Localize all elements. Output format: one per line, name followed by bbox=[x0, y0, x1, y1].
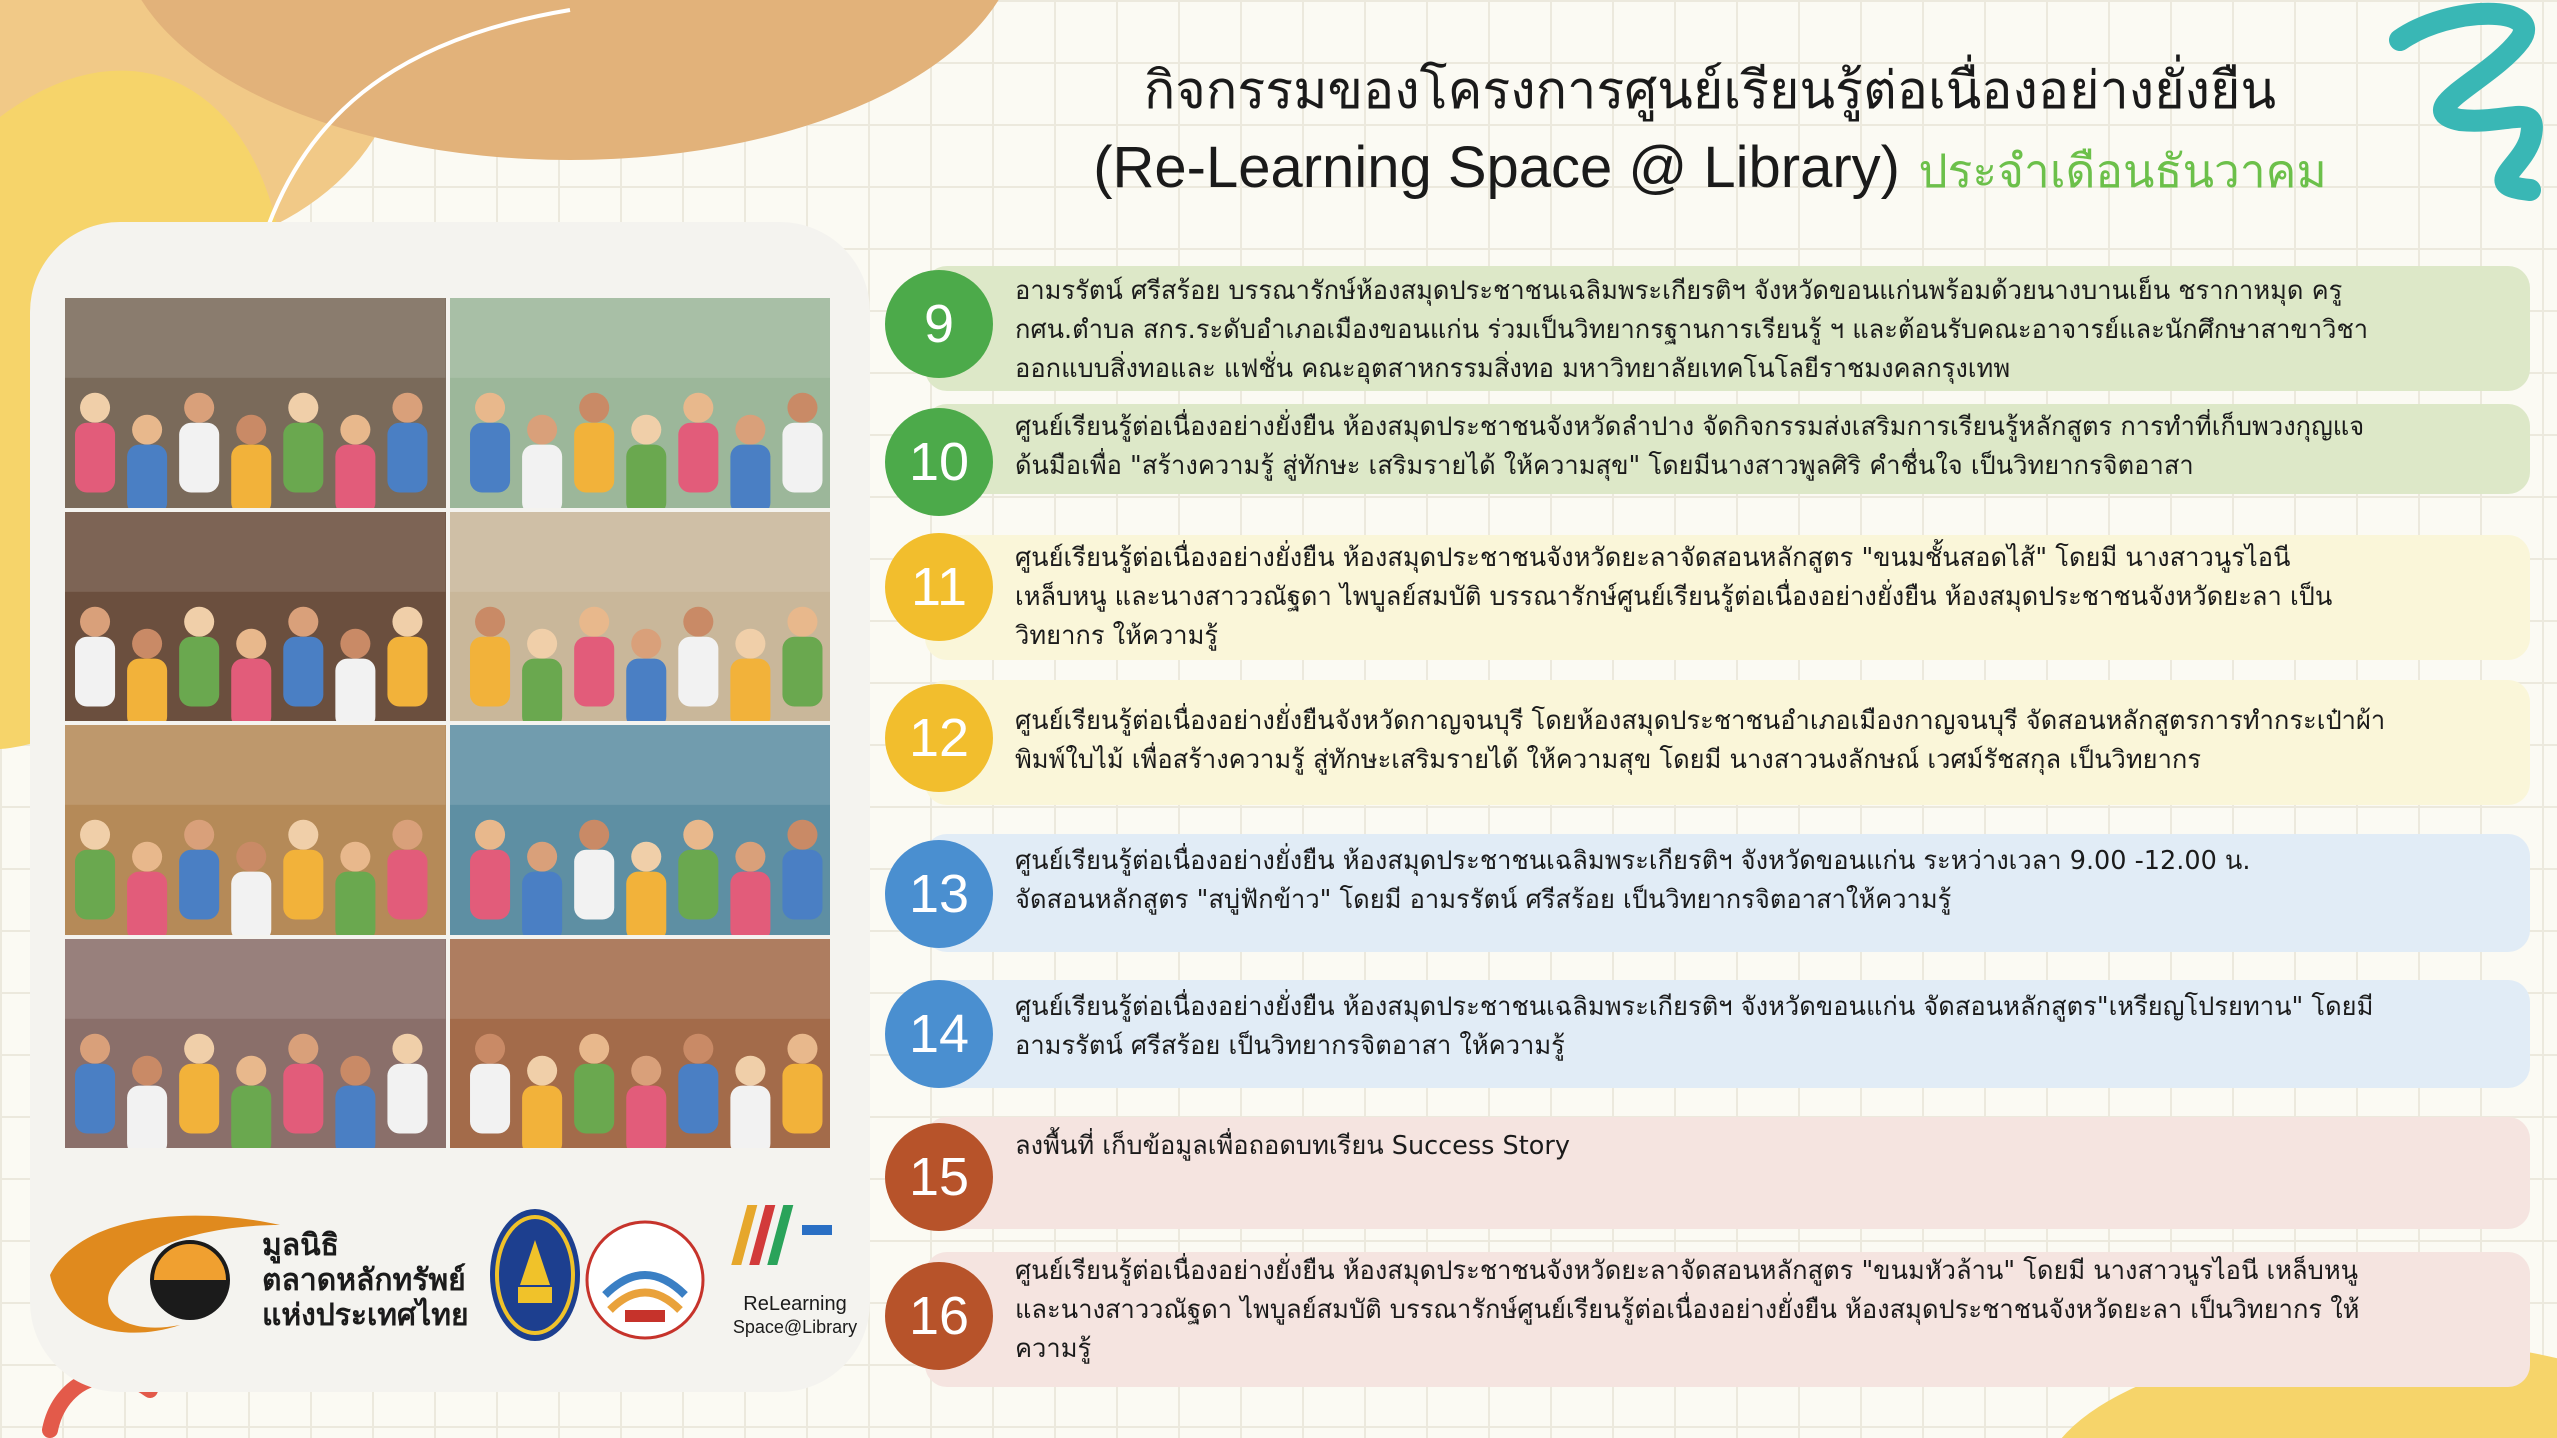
group-photo-icon bbox=[65, 725, 446, 935]
activity-item bbox=[885, 834, 2530, 952]
foundation-name-line1: มูลนิธิ bbox=[262, 1228, 339, 1263]
cooking-demo-icon bbox=[65, 512, 446, 722]
group-photo-icon bbox=[65, 298, 446, 508]
activity-item bbox=[885, 400, 2530, 494]
activity-item bbox=[885, 978, 2530, 1088]
activity-description bbox=[1015, 988, 2510, 1066]
activity-item bbox=[885, 1252, 2530, 1387]
activity-photo bbox=[450, 298, 831, 508]
activity-photo bbox=[450, 725, 831, 935]
decor-white-line bbox=[240, 0, 660, 260]
activity-photo bbox=[65, 939, 446, 1149]
activity-description-line: ศูนย์เรียนรู้ต่อเนื่องอย่างยั่งยืน ห้องสมุดประชาชนจังหวัดยะลาจัดสอนหลักสูตร "ขนมหัวล้าน" โดยมี นางสาวนูรไอนี เหล็บหนู bbox=[1015, 1256, 2359, 1286]
activity-description bbox=[1015, 702, 2510, 780]
group-photo-icon bbox=[65, 939, 446, 1149]
activity-item bbox=[885, 1117, 2530, 1229]
title-english: (Re-Learning Space @ Library) bbox=[1093, 135, 1900, 200]
library-seal-icon bbox=[490, 1209, 580, 1341]
activity-date-badge: 10 bbox=[885, 408, 993, 516]
activity-description bbox=[1015, 539, 2510, 656]
page-title bbox=[900, 55, 2520, 211]
crafting-icon bbox=[450, 725, 831, 935]
activity-description-line: กศน.ตำบล สกร.ระดับอำเภอเมืองขอนแก่น ร่วมเป็นวิทยากรฐานการเรียนรู้ ฯ และต้อนรับคณะอาจารย์และนักศึกษาสาขาวิชา bbox=[1015, 315, 2369, 345]
set-foundation-logo-icon bbox=[50, 1216, 280, 1333]
activity-description bbox=[1015, 1252, 2510, 1369]
activity-date-badge: 13 bbox=[885, 840, 993, 948]
activity-date-badge: 12 bbox=[885, 684, 993, 792]
activity-description-line: ศูนย์เรียนรู้ต่อเนื่องอย่างยั่งยืน ห้องสมุดประชาชนจังหวัดลำปาง จัดกิจกรรมส่งเสริมการเรียนรู้หลักสูตร การทำที่เก็บพวงกุญแจ bbox=[1015, 412, 2365, 442]
activity-item bbox=[885, 680, 2530, 805]
bag-display-icon bbox=[450, 512, 831, 722]
workshop-table-icon bbox=[450, 298, 831, 508]
activity-date-badge: 14 bbox=[885, 980, 993, 1088]
activity-photo bbox=[450, 939, 831, 1149]
activity-description-line: ศูนย์เรียนรู้ต่อเนื่องอย่างยั่งยืน ห้องสมุดประชาชนเฉลิมพระเกียรติฯ จังหวัดขอนแก่น จัดสอนหลักสูตร"เหรียญโปรยทาน" โดยมี bbox=[1015, 992, 2374, 1022]
activity-description-line: จัดสอนหลักสูตร "สบู่ฟักข้าว" โดยมี อามรรัตน์ ศรีสร้อย เป็นวิทยากรจิตอาสาให้ความรู้ bbox=[1015, 885, 1952, 915]
logo-strip bbox=[40, 1195, 860, 1355]
activity-date-badge: 11 bbox=[885, 533, 993, 641]
activity-description-line: อามรรัตน์ ศรีสร้อย บรรณารักษ์ห้องสมุดประชาชนเฉลิมพระเกียรติฯ จังหวัดขอนแก่นพร้อมด้วยนางบานเย็น ชรากาหมุด ครู bbox=[1015, 276, 2343, 306]
activity-description bbox=[1015, 842, 2510, 920]
relearning-logo-icon bbox=[731, 1205, 832, 1265]
activity-description-line: ลงพื้นที่ เก็บข้อมูลเพื่อถอดบทเรียน Success Story bbox=[1015, 1131, 1570, 1161]
activity-description-line: ศูนย์เรียนรู้ต่อเนื่องอย่างยั่งยืน ห้องสมุดประชาชนจังหวัดยะลาจัดสอนหลักสูตร "ขนมชั้นสอดไส้" โดยมี นางสาวนูรไอนี bbox=[1015, 543, 2291, 573]
activity-description-line: และนางสาววณัฐดา ไพบูลย์สมบัติ บรรณารักษ์ศูนย์เรียนรู้ต่อเนื่องอย่างยั่งยืน ห้องสมุดประชาชนจังหวัดยะลา เป็นวิทยากร ให้ bbox=[1015, 1295, 2360, 1325]
relearning-name-line2: Space@Library bbox=[732, 1317, 858, 1337]
tawee-panya-foundation-logo-icon bbox=[587, 1222, 703, 1338]
activity-description bbox=[1015, 408, 2510, 486]
activity-photo bbox=[450, 512, 831, 722]
foundation-name-line3: แห่งประเทศไทย bbox=[262, 1298, 469, 1333]
activity-description bbox=[1015, 1127, 2510, 1166]
activity-date-badge: 16 bbox=[885, 1262, 993, 1370]
activity-item bbox=[885, 262, 2530, 391]
activity-description-line: ออกแบบสิ่งทอและ แฟชั่น คณะอุตสาหกรรมสิ่งทอ มหาวิทยาลัยเทคโนโลยีราชมงคลกรุงเทพ bbox=[1015, 354, 2011, 384]
activity-description-line: ศูนย์เรียนรู้ต่อเนื่องอย่างยั่งยืน ห้องสมุดประชาชนเฉลิมพระเกียรติฯ จังหวัดขอนแก่น ระหว่างเวลา 9.00 -12.00 น. bbox=[1015, 846, 2251, 876]
activity-description bbox=[1015, 272, 2510, 389]
activity-description-line: วิทยากร ให้ความรู้ bbox=[1015, 621, 1219, 651]
title-month: ประจำเดือนธันวาคม bbox=[1918, 144, 2327, 198]
photo-collage bbox=[65, 298, 830, 1148]
title-line1: กิจกรรมของโครงการศูนย์เรียนรู้ต่อเนื่องอย่างยั่งยืน bbox=[1143, 61, 2277, 121]
activity-description-line: พิมพ์ใบไม้ เพื่อสร้างความรู้ สู่ทักษะเสริมรายได้ ให้ความสุข โดยมี นางสาวนงลักษณ์ เวศม์รัชสกุล เป็นวิทยากร bbox=[1015, 745, 2202, 775]
activity-photo bbox=[65, 298, 446, 508]
activity-date-badge: 15 bbox=[885, 1123, 993, 1231]
activity-description-line: อามรรัตน์ ศรีสร้อย เป็นวิทยากรจิตอาสา ให้ความรู้ bbox=[1015, 1031, 1565, 1061]
title-line2 bbox=[900, 127, 2520, 211]
activity-description-line: ด้นมือเพื่อ "สร้างความรู้ สู่ทักษะ เสริมรายได้ ให้ความสุข" โดยมีนางสาวพูลศิริ คำชื่นใจ เป็นวิทยากรจิตอาสา bbox=[1015, 451, 2194, 481]
activity-photo bbox=[65, 512, 446, 722]
activity-description-line: ความรู้ bbox=[1015, 1334, 1092, 1364]
activity-date-badge: 9 bbox=[885, 270, 993, 378]
activity-description-line: ศูนย์เรียนรู้ต่อเนื่องอย่างยั่งยืนจังหวัดกาญจนบุรี โดยห้องสมุดประชาชนอำเภอเมืองกาญจนบุรี จัดสอนหลักสูตรการทำกระเป๋าผ้า bbox=[1015, 706, 2386, 736]
cooking-demo-icon bbox=[450, 939, 831, 1149]
activity-description-line: เหล็บหนู และนางสาววณัฐดา ไพบูลย์สมบัติ บรรณารักษ์ศูนย์เรียนรู้ต่อเนื่องอย่างยั่งยืน ห้องสมุดประชาชนจังหวัดยะลา เป็น bbox=[1015, 582, 2333, 612]
foundation-name-line2: ตลาดหลักทรัพย์ bbox=[262, 1263, 466, 1298]
activity-photo bbox=[65, 725, 446, 935]
relearning-name-line1: ReLearning bbox=[743, 1293, 847, 1315]
activity-item bbox=[885, 527, 2530, 660]
